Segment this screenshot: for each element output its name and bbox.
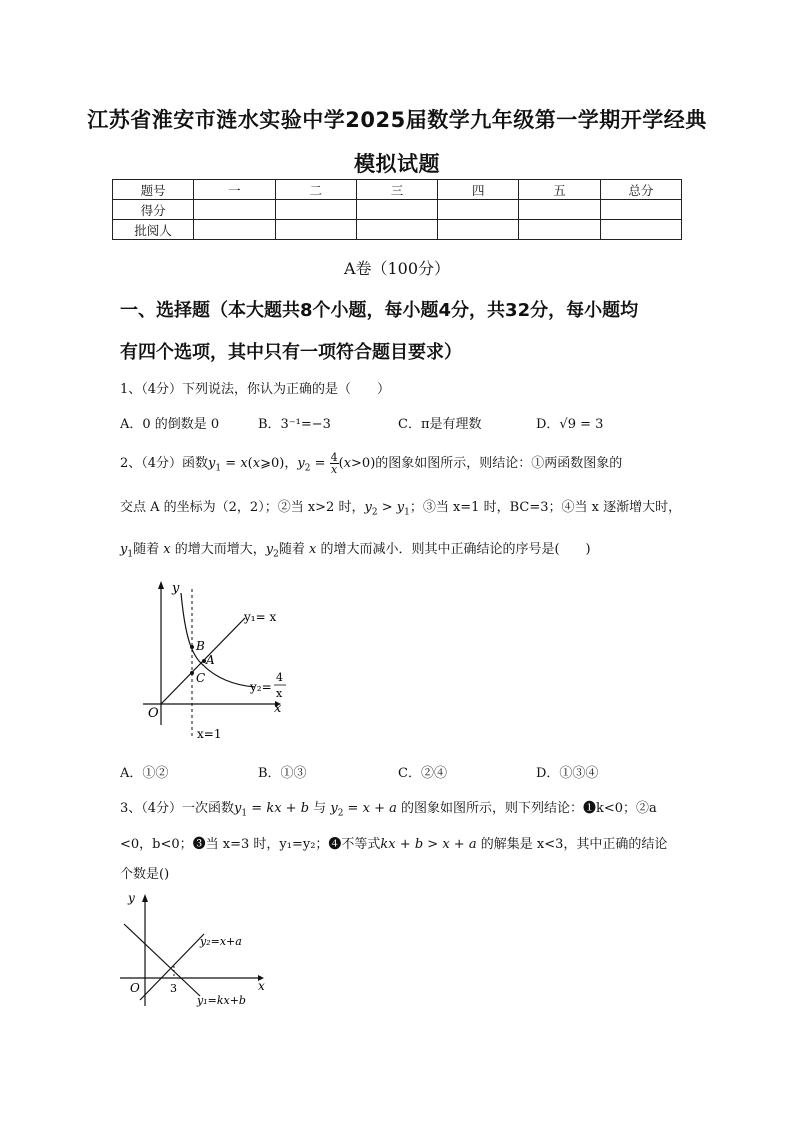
score-table-row: [113, 220, 682, 240]
x-label: x: [258, 979, 265, 993]
text: ；③当 x=1 时，BC=3；④当 x 逐渐增大时，: [409, 500, 682, 515]
question-2-line1: 2、（4分）函数$y_1$ = x(x⩾0)，$y_2$ = $\frac{4}{x}$ (x>0)的图象如图所示，则结论：①两函数图象的: [120, 451, 623, 476]
q2-function-graph: [135, 575, 305, 745]
line-y2-label: y₂=x+a: [200, 935, 242, 948]
y-label: y: [128, 891, 135, 905]
reviewer-input-cell[interactable]: [438, 220, 519, 240]
curve-y2-denominator: x: [276, 687, 283, 700]
text: ，: [284, 456, 298, 471]
cell: 总分: [600, 180, 681, 200]
text: 与: [313, 801, 327, 816]
cell: 三: [356, 180, 437, 200]
score-table-row: [113, 200, 682, 220]
text: 的图象如图所示，则下列结论：❶k<0；②a: [401, 801, 657, 816]
y-label: y: [172, 581, 180, 596]
score-input-cell[interactable]: [600, 200, 681, 220]
q2-option-a: A．①②: [120, 766, 169, 781]
q2-option-c: C．②④: [398, 766, 447, 781]
text: 的增大而增大，: [174, 542, 266, 557]
question-2-line2: 交点 A 的坐标为（2，2）；②当 x>2 时，$y_2 > y_1$；③当 x=1 时，BC=3；④当 x 逐渐增大时，: [120, 500, 682, 518]
score-input-cell[interactable]: [194, 200, 275, 220]
text: 的增大而减小．则其中正确结论的序号是( ): [320, 542, 591, 557]
reviewer-input-cell[interactable]: [600, 220, 681, 240]
point-a-label: A: [206, 653, 215, 667]
cell: 五: [519, 180, 600, 200]
reviewer-input-cell[interactable]: [519, 220, 600, 240]
question-2-line3: $y_1$随着 x 的增大而增大，$y_2$随着 x 的增大而减小．则其中正确结论的序号是( ): [120, 542, 591, 560]
cell: 批阅人: [113, 220, 194, 240]
question-3-line1: 3、（4分）一次函数$y_1$ = kx + b 与 $y_2 = x + a$ 的图象如图所示，则下列结论：❶k<0；②a: [120, 801, 657, 819]
q2-option-d: D．①③④: [536, 766, 599, 781]
q1-option-b: B．3⁻¹=−3: [258, 417, 331, 432]
section-heading-line1: 一、选择题（本大题共8个小题，每小题4分，共32分，每小题均: [120, 300, 639, 321]
y-axis-arrow: [158, 581, 164, 589]
origin-label: O: [148, 706, 159, 721]
text: 随着: [133, 542, 160, 557]
text: 3、（4分）一次函数: [120, 801, 235, 816]
q1-option-a: A．0 的倒数是 0: [120, 417, 220, 432]
point-b-dot: [190, 645, 194, 649]
curve-y2-label: y₂=: [250, 680, 272, 694]
score-table: [112, 179, 682, 240]
text: 的解集是 x<3，其中正确的结论: [480, 837, 668, 852]
volume-heading: A卷（100分）: [343, 259, 451, 278]
page-title-line1: 江苏省淮安市涟水实验中学2025届数学九年级第一学期开学经典: [87, 108, 707, 132]
cell: 四: [438, 180, 519, 200]
score-input-cell[interactable]: [438, 200, 519, 220]
score-input-cell[interactable]: [356, 200, 437, 220]
q1-option-d: D．√9 = 3: [536, 417, 604, 432]
question-1-stem: 1、（4分）下列说法，你认为正确的是（ ）: [120, 382, 391, 397]
score-table-header: [113, 180, 682, 200]
origin-label: O: [130, 981, 140, 995]
q3-function-graph: [112, 888, 272, 1013]
reviewer-input-cell[interactable]: [356, 220, 437, 240]
question-3-line2: <0，b<0；❸当 x=3 时，y₁=y₂；❹不等式kx + b > x + a 的解集是 x<3，其中正确的结论: [120, 837, 668, 852]
point-b-label: B: [196, 639, 205, 653]
text: 交点 A 的坐标为（2，2）；②当 x>2 时，: [120, 500, 365, 515]
x-label: x: [274, 701, 282, 716]
line-y1-label: y₁=kx+b: [197, 994, 246, 1007]
point-c-dot: [190, 671, 194, 675]
q2-option-b: B．①③: [258, 766, 307, 781]
point-c-label: C: [196, 671, 206, 685]
text: 2、（4分）函数: [120, 456, 209, 471]
cell: 得分: [113, 200, 194, 220]
cell: 二: [275, 180, 356, 200]
question-3-line3: 个数是(): [120, 867, 170, 882]
page-title-line2: 模拟试题: [354, 152, 440, 176]
line-y1-label: y₁= x: [244, 610, 277, 624]
text: 的图象如图所示，则结论：①两函数图象的: [375, 456, 623, 471]
x1-label: x=1: [197, 727, 222, 741]
curve-y2-numerator: 4: [276, 671, 283, 684]
cell: 一: [194, 180, 275, 200]
text: 随着: [278, 542, 305, 557]
reviewer-input-cell[interactable]: [275, 220, 356, 240]
reviewer-input-cell[interactable]: [194, 220, 275, 240]
score-input-cell[interactable]: [519, 200, 600, 220]
q1-option-c: C．π是有理数: [398, 417, 482, 432]
score-input-cell[interactable]: [275, 200, 356, 220]
text: <0，b<0；❸当 x=3 时，y₁=y₂；❹不等式: [120, 837, 381, 852]
y-axis-arrow: [142, 894, 148, 902]
section-heading-line2: 有四个选项，其中只有一项符合题目要求）: [120, 342, 462, 363]
cell: 题号: [113, 180, 194, 200]
tick-3-label: 3: [170, 982, 177, 995]
